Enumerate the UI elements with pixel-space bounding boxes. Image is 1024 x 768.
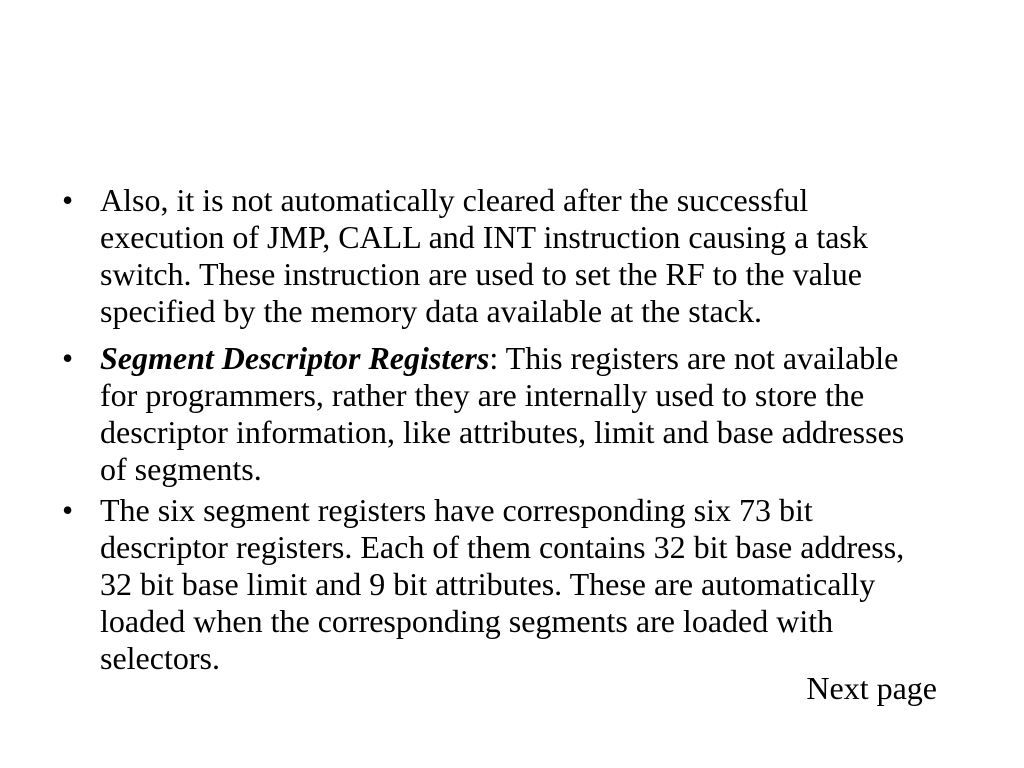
- text-line: switch. These instruction are used to set the RF to the value: [100, 256, 862, 292]
- bullet-list: [62, 182, 992, 677]
- text-line: specified by the memory data available at the stack.: [100, 293, 762, 329]
- text-line: of segments.: [100, 451, 262, 487]
- text-line: Also, it is not automatically cleared after the successful: [100, 182, 809, 218]
- text-line: 32 bit base limit and 9 bit attributes. These are automatically: [100, 566, 876, 602]
- text-after-emphasis: : This registers are not available: [489, 340, 899, 376]
- text-line: descriptor registers. Each of them contains 32 bit base address,: [100, 529, 905, 565]
- bullet-icon: •: [62, 492, 74, 528]
- next-page-link[interactable]: Next page: [806, 670, 937, 706]
- bullet-item-segment-descriptor-registers: [62, 340, 992, 488]
- text-line: loaded when the corresponding segments are loaded with: [100, 603, 834, 639]
- text-line: selectors.: [100, 640, 220, 676]
- bullet-icon: •: [62, 340, 74, 376]
- text-line: execution of JMP, CALL and INT instruction causing a task: [100, 219, 868, 255]
- bullet-icon: •: [62, 182, 74, 218]
- bullet-item-rf-flag: [62, 182, 992, 330]
- text-line: The six segment registers have corresponding six 73 bit: [100, 492, 813, 528]
- bullet-item-descriptor-register-size: [62, 492, 992, 677]
- emphasis-text: Segment Descriptor Registers: [100, 340, 490, 376]
- text-line: descriptor information, like attributes, limit and base addresses: [100, 414, 905, 450]
- text-line: [100, 340, 992, 377]
- text-line: for programmers, rather they are internally used to store the: [100, 377, 865, 413]
